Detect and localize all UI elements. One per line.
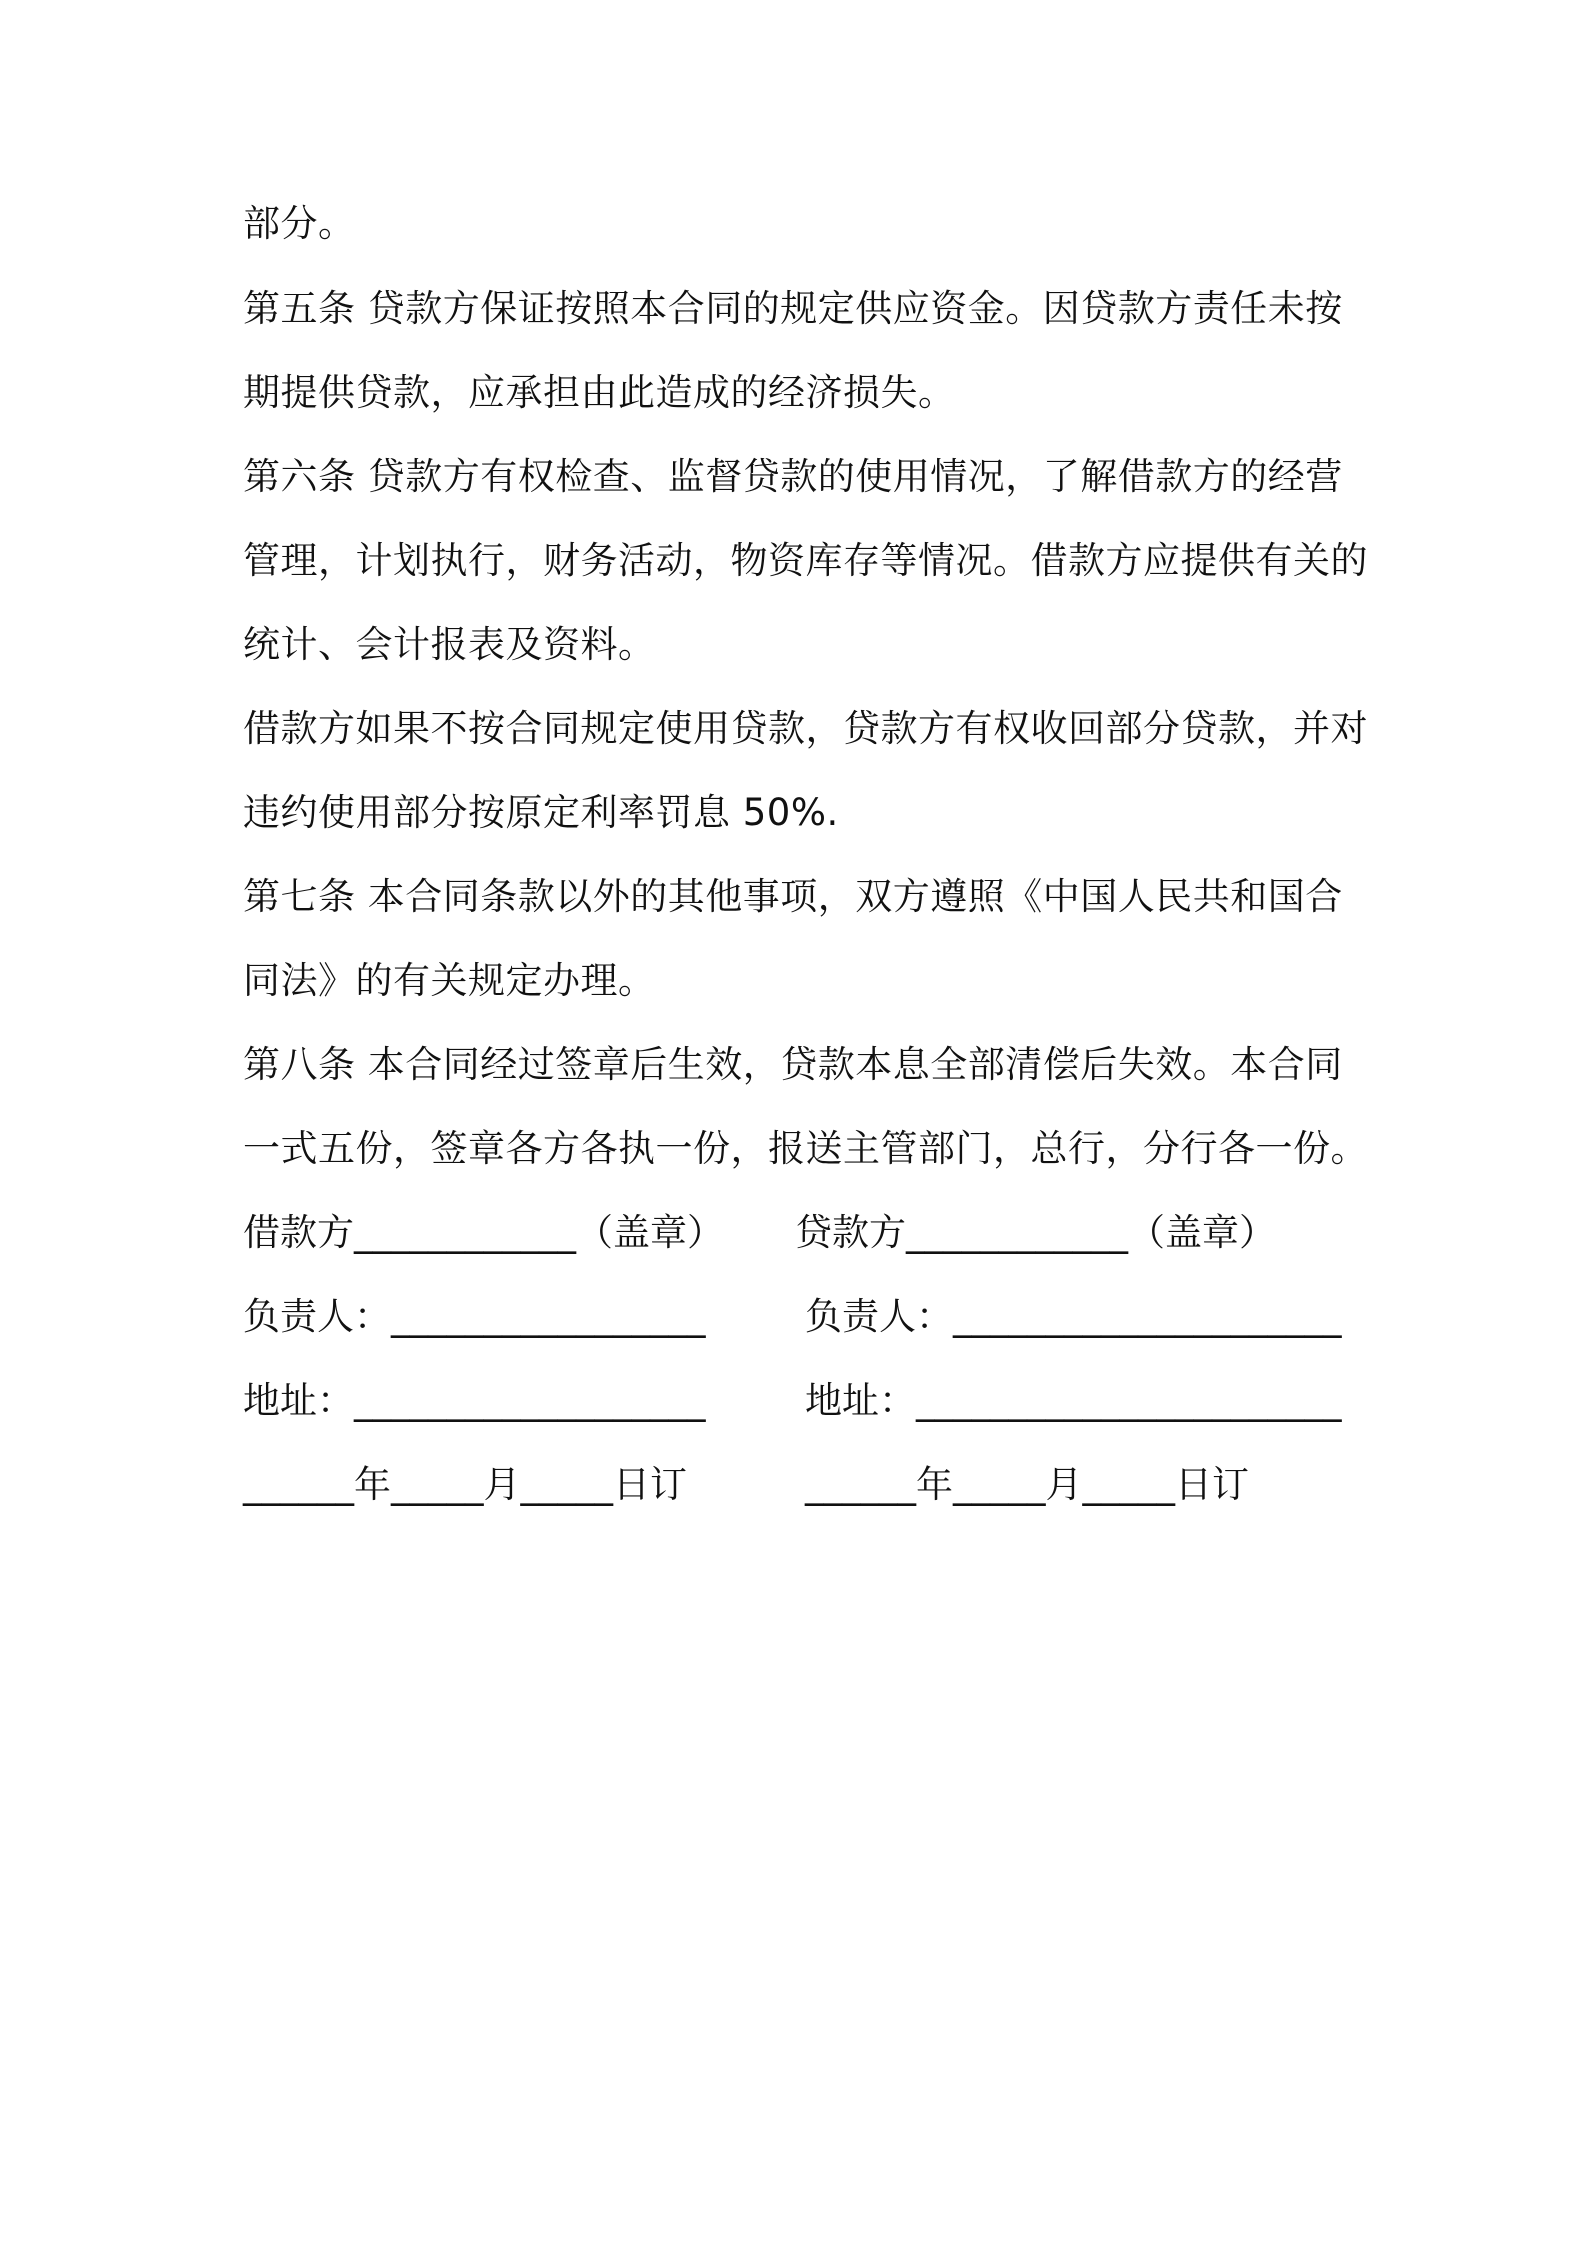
penalty-line-1: 借款方如果不按合同规定使用贷款，贷款方有权收回部分贷款，并对 <box>243 707 1368 750</box>
borrower-principal-field: 负责人：_________________ <box>243 1295 706 1338</box>
clause-6-line-3: 统计、会计报表及资料。 <box>243 623 656 666</box>
clause-7-line-1: 第七条 本合同条款以外的其他事项，双方遵照《中国人民共和国合 <box>243 875 1343 918</box>
lender-address-field: 地址：_______________________ <box>805 1379 1342 1422</box>
clause-8-line-2: 一式五份，签章各方各执一份，报送主管部门，总行，分行各一份。 <box>243 1127 1368 1170</box>
clause-5-line-2: 期提供贷款，应承担由此造成的经济损失。 <box>243 371 956 414</box>
clause-8-line-1: 第八条 本合同经过签章后生效，贷款本息全部清偿后失效。本合同 <box>243 1043 1343 1086</box>
clause-5-line-1: 第五条 贷款方保证按照本合同的规定供应资金。因贷款方责任未按 <box>243 287 1343 330</box>
lender-party-field: 贷款方____________（盖章） <box>795 1211 1276 1254</box>
clause-6-line-2: 管理，计划执行，财务活动，物资库存等情况。借款方应提供有关的 <box>243 539 1368 582</box>
penalty-line-2: 违约使用部分按原定利率罚息 50%. <box>243 791 839 834</box>
clause-6-line-1: 第六条 贷款方有权检查、监督贷款的使用情况，了解借款方的经营 <box>243 455 1343 498</box>
lender-date-field: ______年_____月_____日订 <box>805 1463 1249 1506</box>
borrower-date-field: ______年_____月_____日订 <box>243 1463 687 1506</box>
lender-principal-field: 负责人：_____________________ <box>805 1295 1342 1338</box>
body-line-1: 部分。 <box>243 202 356 245</box>
clause-7-line-2: 同法》的有关规定办理。 <box>243 959 656 1002</box>
borrower-party-field: 借款方____________（盖章） <box>243 1211 724 1254</box>
borrower-address-field: 地址：___________________ <box>243 1379 706 1422</box>
